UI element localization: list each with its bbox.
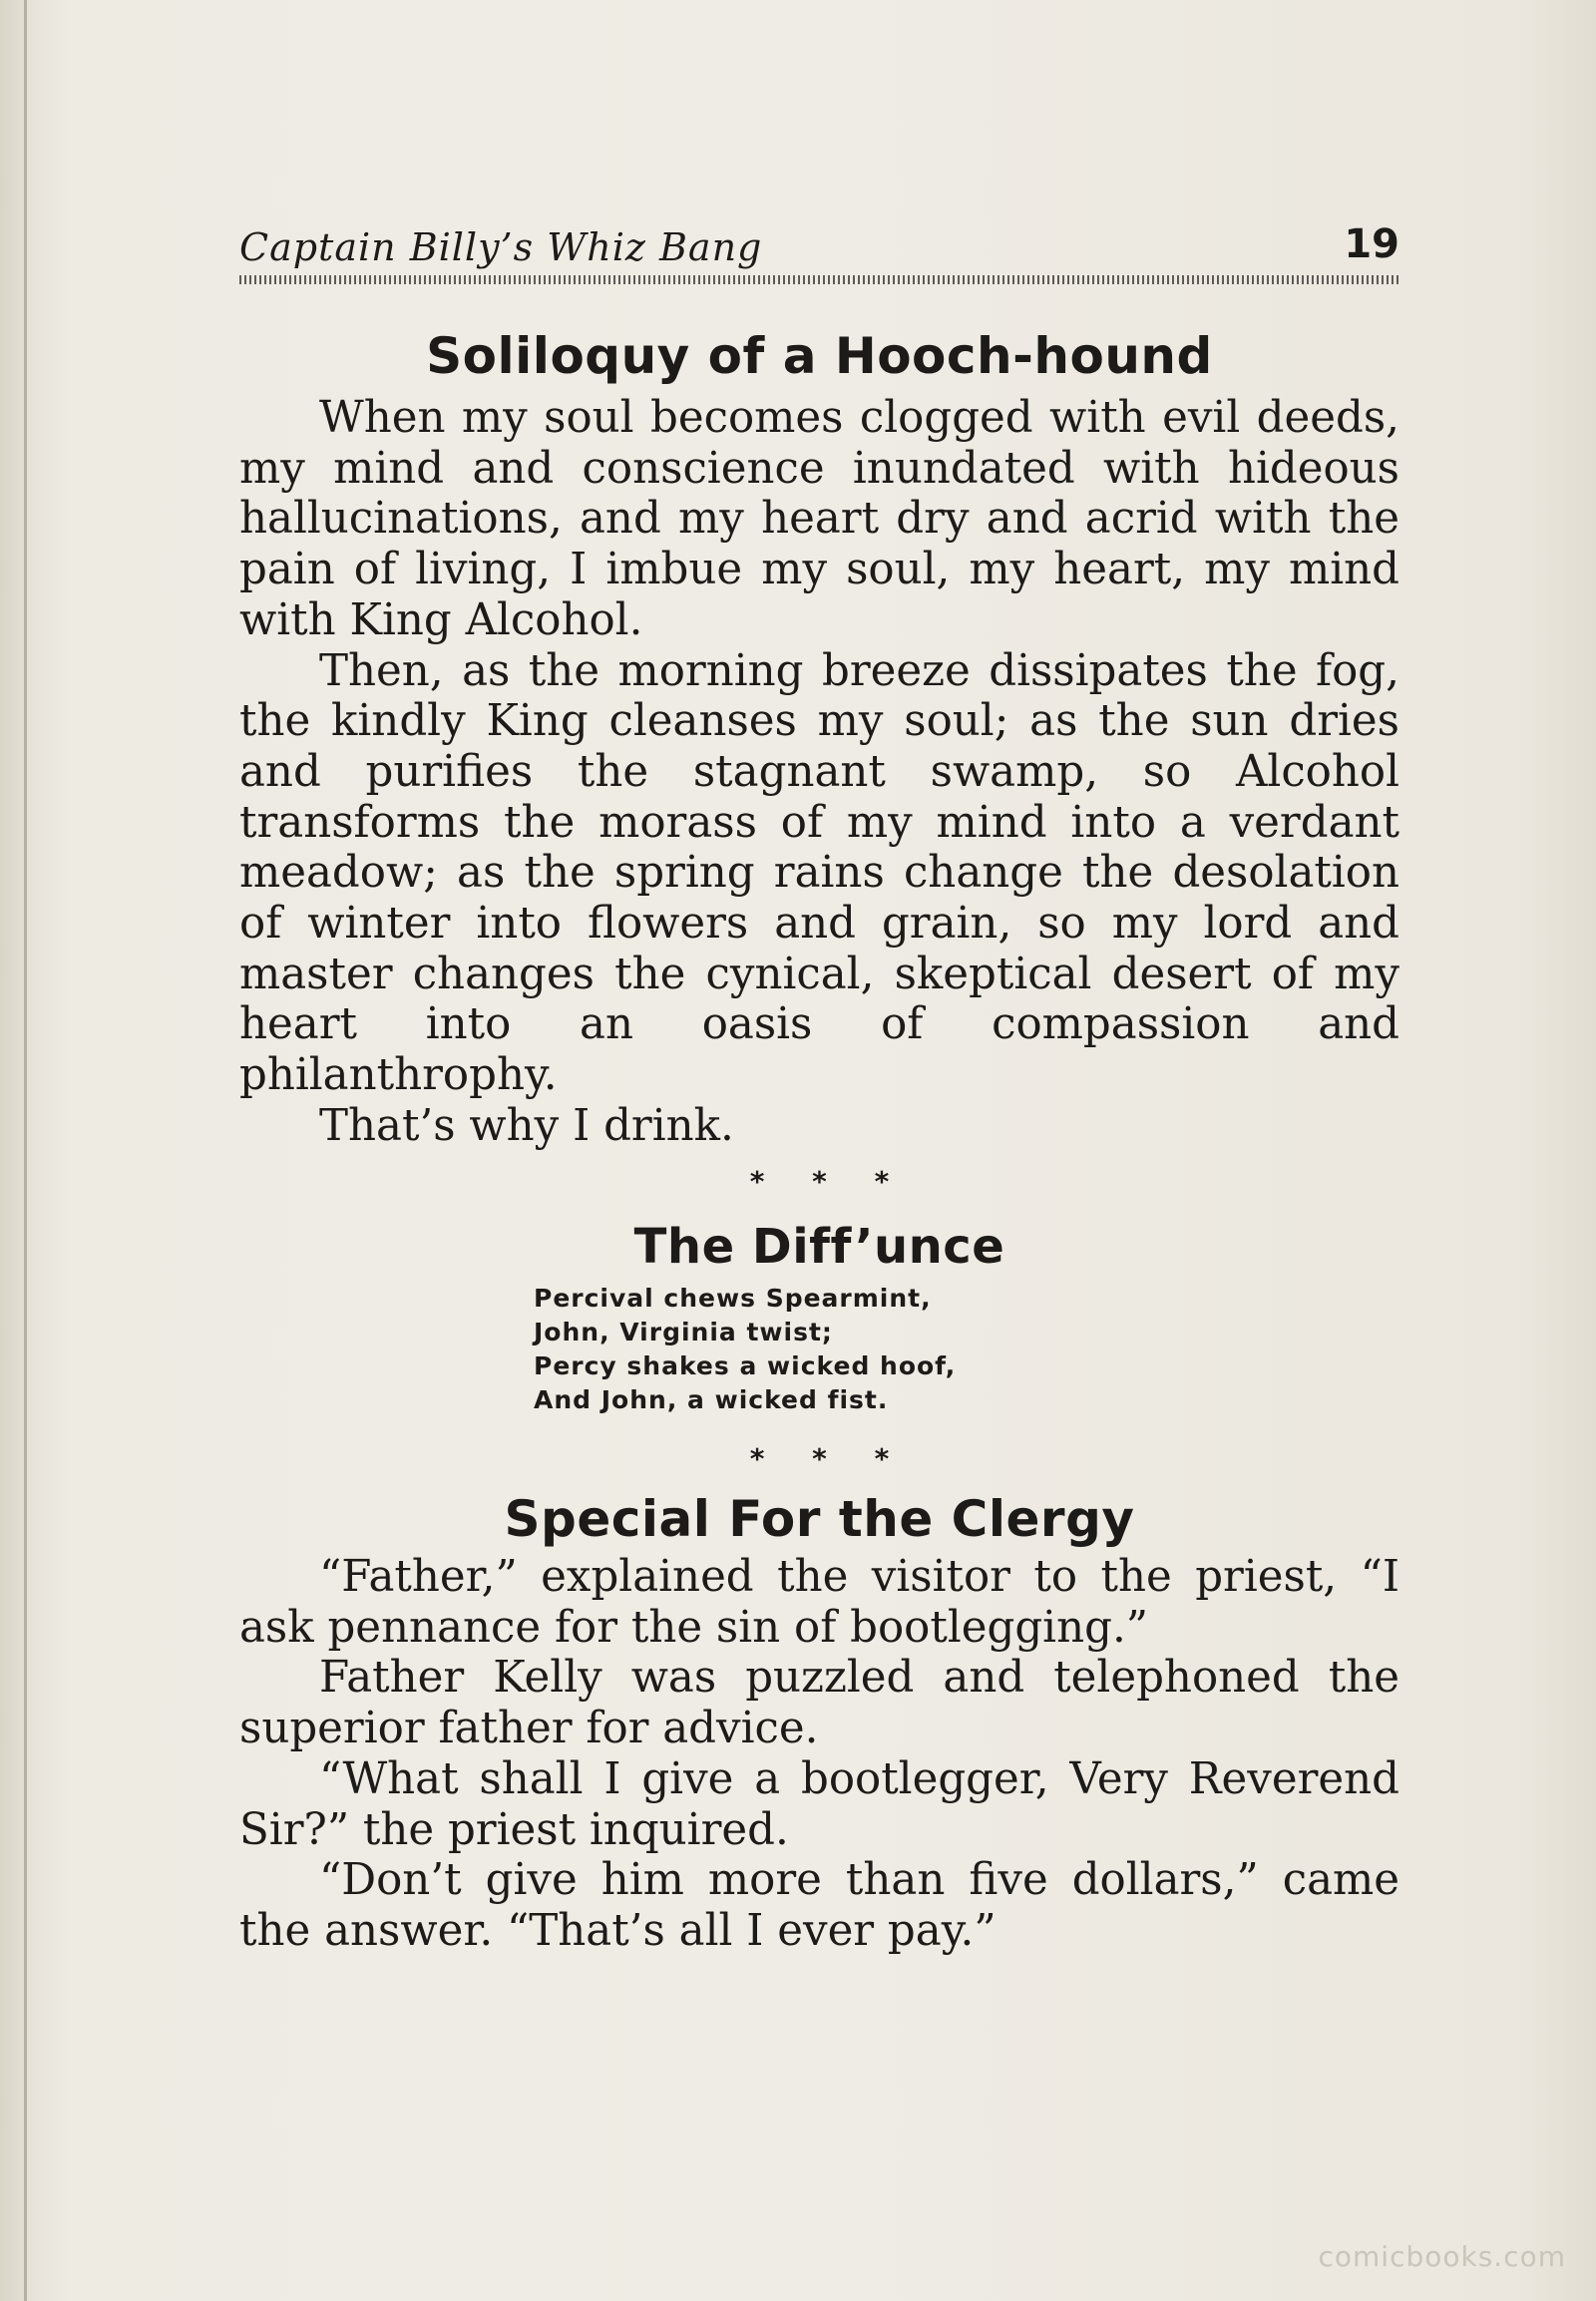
header-rule: [239, 275, 1399, 284]
watermark: comicbooks.com: [1318, 2240, 1566, 2273]
section-body-soliloquy: [239, 393, 1399, 1152]
paragraph: That’s why I drink.: [319, 1100, 734, 1151]
page-spine-edge: [24, 0, 27, 2301]
paragraph: “Don’t give him more than five dollars,” came the answer. “That’s all I ever pay.”: [239, 1855, 1399, 1956]
poem: [534, 1282, 1132, 1417]
paragraph: “What shall I give a bootlegger, Very Reverend Sir?” the priest inquired.: [239, 1753, 1399, 1855]
paragraph: When my soul becomes clogged with evil deeds, my mind and conscience inundated with hideous hallucinations, and my heart dry and acrid with the pain of living, I imbue my soul, my heart, my mind with King Alcohol.: [239, 393, 1399, 645]
section-title-clergy: Special For the Clergy: [504, 1490, 1135, 1548]
running-title: Captain Billy’s Whiz Bang: [239, 225, 763, 269]
section-body-clergy: [239, 1552, 1399, 1957]
poem-line: Percival chews Spearmint,: [534, 1284, 932, 1313]
poem-line: Percy shakes a wicked hoof,: [534, 1351, 957, 1380]
poem-line: John, Virginia twist;: [534, 1318, 833, 1346]
paragraph: Then, as the morning breeze dissipates the fog, the kindly King cleanses my soul; as the sun dries and purifies the stagnant swamp, so Alcohol transforms the morass of my mind into a verdant meadow; as the spring rains change the desolation of winter into flowers and grain, so my lord and master changes the cynical, skeptical desert of my heart into an oasis of compassion and philanthrophy.: [239, 645, 1399, 1101]
section-separator: * * *: [749, 1442, 890, 1475]
section-title-soliloquy: Soliloquy of a Hooch-hound: [426, 327, 1213, 385]
page-number: 19: [1344, 221, 1399, 267]
running-head: [239, 221, 1399, 281]
paragraph: Father Kelly was puzzled and telephoned the superior father for advice.: [239, 1653, 1399, 1754]
section-title-diffunce: The Diff’unce: [633, 1219, 1005, 1275]
poem-line: And John, a wicked fist.: [534, 1385, 889, 1414]
section-separator: * * *: [749, 1165, 890, 1198]
paragraph: “Father,” explained the visitor to the priest, “I ask pennance for the sin of bootlegging.”: [239, 1552, 1399, 1653]
